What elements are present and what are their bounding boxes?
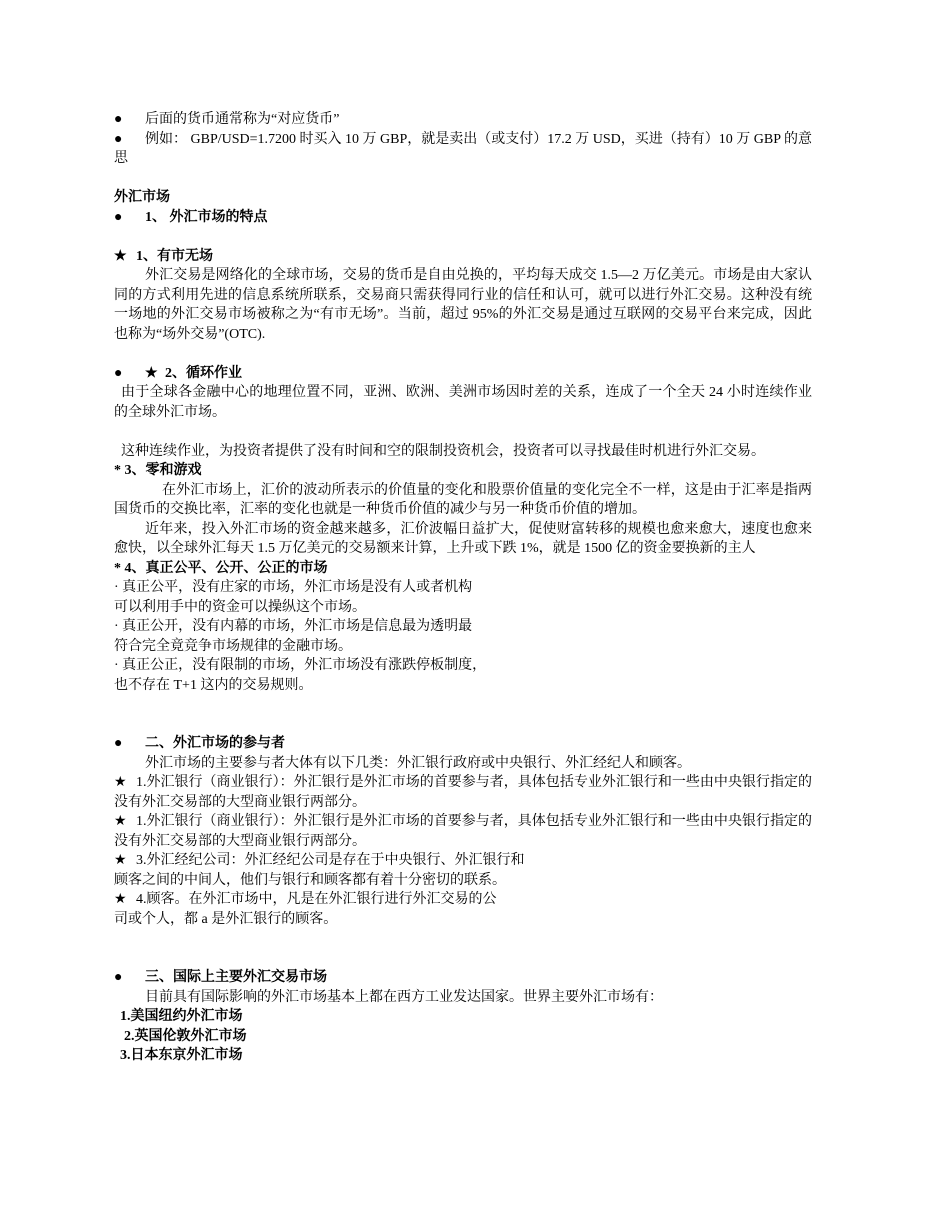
bullet-dot-icon: ●: [114, 112, 123, 127]
fair-line-2: 可以利用手中的资金可以操纵这个市场。: [114, 599, 366, 615]
participant-item-4-cont: 司或个人，都 a 是外汇银行的顾客。: [114, 911, 338, 927]
paragraph-cyclic-2: 这种连续作业，为投资者提供了没有时间和空的限制投资机会，投资者可以寻找最佳时机进行外汇交易。: [121, 443, 765, 459]
market-item: 3.日本东京外汇市场: [120, 1048, 243, 1063]
section-heading-participants: ● 二、外汇市场的参与者: [114, 734, 812, 754]
star-outline-icon: ★: [114, 853, 127, 868]
paragraph-participants-intro: 外汇市场的主要参与者大体有以下几类：外汇银行政府或中央银行、外汇经纪人和顾客。: [145, 755, 691, 771]
market-item: 1.美国纽约外汇市场: [120, 1009, 243, 1024]
star-outline-icon: ★: [114, 892, 127, 907]
participant-item-3: ★ 3.外汇经纪公司：外汇经纪公司是存在于中央银行、外汇银行和: [114, 851, 812, 871]
intro-bullet-2: ● 例如： GBP/USD=1.7200 时买入 10 万 GBP，就是卖出（或支付）17.2 万 USD，买进（持有）10 万 GBP 的意思: [114, 131, 812, 166]
bullet-dot-icon: ●: [114, 365, 123, 381]
bullet-dot-icon: ●: [114, 970, 123, 985]
document-page: [114, 110, 812, 1066]
participant-item-1: ★ 1.外汇银行（商业银行）：外汇银行是外汇市场的首要参与者，具体包括专业外汇银行和一些由中央银行指定的没有外汇交易部的大型商业银行两部分。: [114, 775, 812, 810]
subheading-zero-sum: * 3、零和游戏: [114, 463, 202, 478]
fair-line-4: 符合完全竟竞争市场规律的金融市场。: [114, 638, 352, 654]
paragraph-major-markets-intro: 目前具有国际影响的外汇市场基本上都在西方工业发达国家。世界主要外汇市场有：: [145, 989, 663, 1005]
fair-line-3: · 真正公开，没有内幕的市场，外汇市场是信息最为透明最: [114, 619, 473, 634]
fair-line-6: 也不存在 T+1 这内的交易规则。: [114, 677, 313, 693]
paragraph-zero-sum-1: 在外汇市场上，汇价的波动所表示的价值量的变化和股票价值量的变化完全不一样，这是由于汇率是指两国货币的交换比率，汇率的变化也就是一种货币价值的减少与另一种货币价值的增加。: [114, 482, 812, 517]
bullet-dot-icon: ●: [114, 131, 123, 147]
intro-bullet-1: ● 后面的货币通常称为“对应货币”: [114, 110, 812, 130]
section-title: 外汇市场: [114, 190, 170, 205]
subheading-fair-market: * 4、真正公平、公开、公正的市场: [114, 560, 328, 576]
bullet-dot-icon: ●: [114, 209, 123, 225]
subheading-market-without-venue: ★ 1、有市无场: [114, 247, 812, 267]
star-outline-icon: ★: [114, 814, 127, 829]
bullet-dot-icon: ●: [114, 736, 123, 751]
star-icon: ★: [145, 365, 158, 381]
participant-item-2: ★ 1.外汇银行（商业银行）：外汇银行是外汇市场的首要参与者，具体包括专业外汇银行和一些由中央银行指定的没有外汇交易部的大型商业银行两部分。: [114, 814, 812, 849]
participant-item-4: ★ 4.顾客。在外汇市场中，凡是在外汇银行进行外汇交易的公: [114, 890, 812, 910]
fair-line-5: · 真正公正，没有限制的市场，外汇市场没有涨跌停板制度，: [114, 658, 487, 673]
paragraph-market-without-venue: 外汇交易是网络化的全球市场，交易的货币是自由兑换的，平均每天成交 1.5—2 万亿美元。市场是由大家认同的方式利用先进的信息系统所联系，交易商只需获得同行业的信任和认可，就可以进行外汇交易。这种没有统一场地的外汇交易市场被称之为“有市无场”。当前，超过 95%的外汇交易是通过互联网的交易平台来完成，因此也称为“场外交易”(OTC).: [114, 268, 812, 342]
market-item: 2.英国伦敦外汇市场: [124, 1028, 247, 1044]
paragraph-cyclic-1: 由于全球各金融中心的地理位置不同，亚洲、欧洲、美洲市场因时差的关系，连成了一个全天 24 小时连续作业的全球外汇市场。: [114, 385, 812, 420]
fair-line-1: · 真正公平，没有庄家的市场，外汇市场是没有人或者机构: [114, 580, 473, 595]
star-icon: ★: [114, 248, 127, 264]
section-heading-major-markets: ● 三、国际上主要外汇交易市场: [114, 968, 812, 988]
star-outline-icon: ★: [114, 775, 127, 790]
paragraph-zero-sum-2: 近年来，投入外汇市场的资金越来越多，汇价波幅日益扩大，促使财富转移的规模也愈来愈大，速度也愈来愈快，以全球外汇每天 1.5 万亿美元的交易额来计算，上升或下跌 1%，就是 1500 亿的资金要换新的主人: [114, 521, 812, 556]
section-heading-features: ● 1、 外汇市场的特点: [114, 208, 812, 228]
participant-item-3-cont: 顾客之间的中间人，他们与银行和顾客都有着十分密切的联系。: [114, 872, 506, 888]
subheading-cyclic-operation: ● ★ 2、循环作业: [114, 364, 812, 384]
